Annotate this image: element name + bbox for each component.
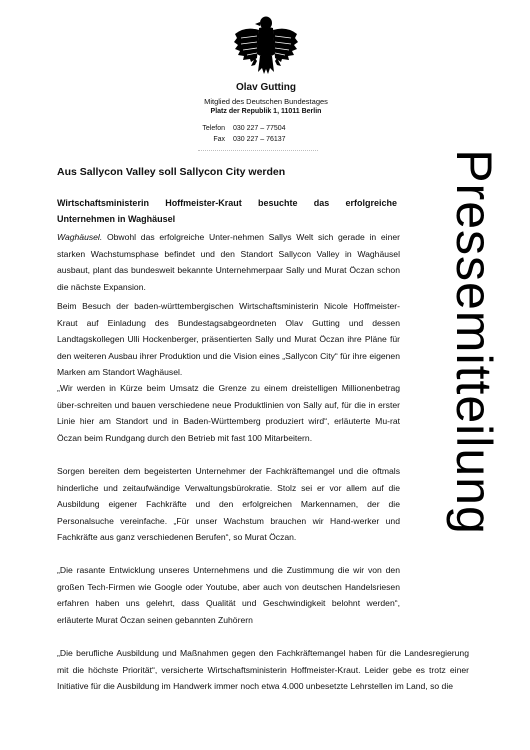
member-role: Mitglied des Deutschen Bundestages xyxy=(204,97,328,106)
fax-label: Fax xyxy=(213,136,225,143)
press-release-label: Pressemitteilung xyxy=(446,149,502,535)
fax-line xyxy=(195,136,286,143)
phone-label: Telefon xyxy=(202,125,225,132)
paragraph-5: „Die rasante Entwicklung unseres Unternehmens und die Zustimmung die wir von den großen Tech-Firmen wie Google oder Youtube, aber auch von deutschen Handelsriesen erfahren haben uns gelehrt, dass Qualität und Geschwindigkeit belohnt werden“, erläuterte Murat Öczan seinen gebannten Zuhörern xyxy=(57,565,400,625)
header-divider xyxy=(198,150,318,153)
member-name: Olav Gutting xyxy=(236,82,296,93)
article-subtitle: Wirtschaftsministerin Hoffmeister-Kraut besuchte das erfolgreiche Unternehmen in Waghäusel xyxy=(57,198,397,224)
fax-number: 030 227 – 76137 xyxy=(233,136,286,143)
federal-eagle-logo xyxy=(233,14,299,76)
phone-line xyxy=(195,125,286,132)
paragraph-4: Sorgen bereiten dem begeisterten Unternehmer der Fachkräftemangel und die oftmals hinderliche und zeitaufwändige Verwaltungsbürokratie. Stolz sei er vor allem auf die Ausbildung eigener Fachkräfte und den erfolgreichen Markennamen, der die Personalsuche vereinfache. „Für unser Wachstum brauchen wir Hand-werker und Fachkräfte aus ganz verschiedenen Berufen“, so Murat Öczan. xyxy=(57,466,400,543)
paragraph-3: „Wir werden in Kürze beim Umsatz die Grenze zu einem dreistelligen Millionenbetrag über-schreiten und bauen verschiedene neue Produktlinien von Sally auf, für die in erster Linie hier am Standort und in Baden-Württemberg produziert wird“, erläuterte Mu-rat Öczan beim Rundgang durch den Betrieb mit fast 100 Mitarbeitern. xyxy=(57,383,400,443)
dateline-place: Waghäusel. xyxy=(57,232,103,242)
article-title: Aus Sallycon Valley soll Sallycon City werden xyxy=(57,166,286,178)
paragraph-6: „Die berufliche Ausbildung und Maßnahmen gegen den Fachkräftemangel haben für die Landesregierung mit die höchste Priorität“, versicherte Wirtschaftsministerin Hoffmeister-Kraut. Leider gebe es trotz einer Initiative für die Ausbildung im Handwerk immer noch etwa 4.000 unbesetzte Lehrstellen im Land, so die xyxy=(57,648,469,692)
paragraph-2: Beim Besuch der baden-württembergischen Wirtschaftsministerin Nicole Hoffmeister-Kraut auf Einladung des Bundestagsabgeordneten Olav Gutting und dessen Landtagskollegen Ulli Hockenberger, präsentierten Sally und Murat Öczan ihre Pläne für den weiteren Ausbau ihrer Produktion und die Vision eines „Sallycon City“ für ihre eigenen Marken am Standort Waghäusel. xyxy=(57,301,400,378)
office-address: Platz der Republik 1, 11011 Berlin xyxy=(210,108,322,115)
paragraph-1-text: Obwohl das erfolgreiche Unter-nehmen Sallys Welt sich gerade in einer starken Wachstumsphase befindet und den Standort Sallycon Valley in Waghäusel ausbaut, plant das bundesweit bekannte Unternehmerpaar Sally und Murat Öczan schon die nächste Expansion. xyxy=(57,232,400,292)
phone-number: 030 227 – 77504 xyxy=(233,125,286,132)
paragraph-1 xyxy=(57,229,400,295)
